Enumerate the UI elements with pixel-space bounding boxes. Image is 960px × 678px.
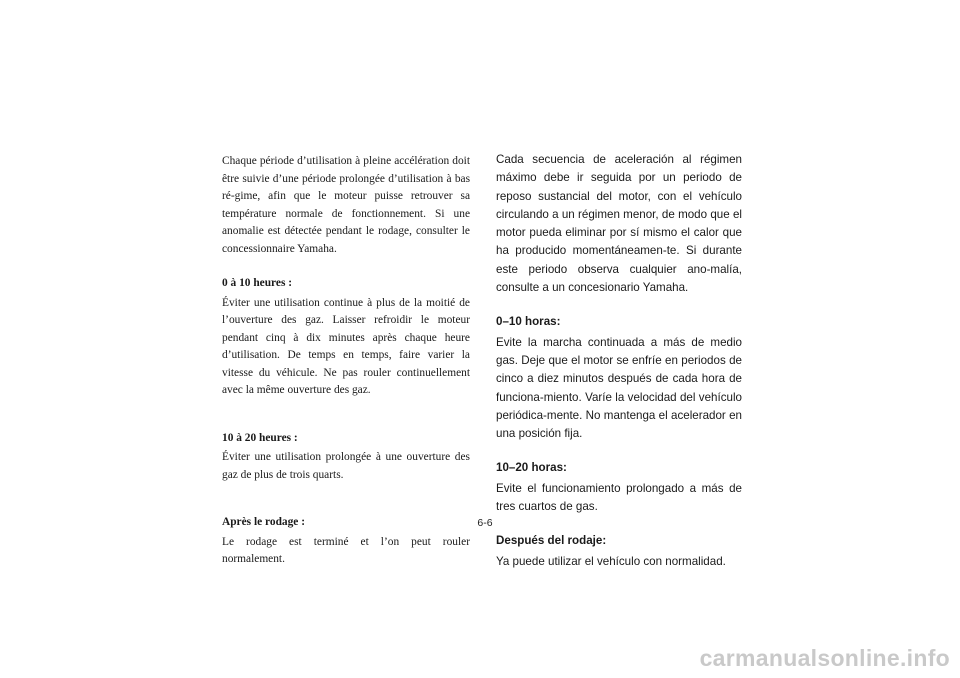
spanish-section-after-text: Ya puede utilizar el vehículo con normalidad.: [496, 554, 726, 568]
spanish-section-10-20-title: 10–20 horas:: [496, 461, 567, 475]
spanish-column: [496, 151, 742, 571]
spanish-intro-paragraph: Cada secuencia de aceleración al régimen máximo debe ir seguida por un periodo de reposo sustancial del motor, con el vehículo circulando a un régimen menor, de modo que el motor pueda eliminar por sí mismo el calor que ha producido momentáneamen-te. Si durante este periodo observa cualquier ano-malía, consulte a un concesionario Yamaha.: [496, 153, 742, 295]
french-column: [222, 153, 470, 569]
french-section-after-text: Le rodage est terminé et l’on peut rouler normalement.: [222, 535, 470, 565]
spanish-section-0-10-text: Evite la marcha continuada a más de medio gas. Deje que el motor se enfríe en periodos de cinco a diez minutos después de cada hora de funciona-miento. Varíe la velocidad del vehículo periódica-mente. No mantenga el acelerador en una posición fija.: [496, 335, 742, 441]
french-section-10-20-text: Éviter une utilisation prolongée à une ouverture des gaz de plus de trois quarts.: [222, 451, 470, 481]
spanish-section-10-20-text: Evite el funcionamiento prolongado a más de tres cuartos de gas.: [496, 481, 742, 514]
spanish-section-after-title: Después del rodaje:: [496, 534, 607, 548]
french-section-10-20-title: 10 à 20 heures :: [222, 431, 298, 444]
watermark-text: carmanualsonline.info: [699, 645, 950, 671]
french-section-after-title: Après le rodage :: [222, 516, 305, 528]
page-number: 6-6: [477, 517, 493, 529]
french-section-0-10-title: 0 à 10 heures :: [222, 277, 293, 289]
spanish-section-0-10-title: 0–10 horas:: [496, 315, 561, 329]
french-intro-paragraph: Chaque période d’utilisation à pleine accélération doit être suivie d’une période prolongée d’utilisation à bas ré-gime, afin que le moteur puisse retrouver sa température normale de fonctionnement. Si une anomalie est détectée pendant le rodage, consulter le concessionnaire Yamaha.: [222, 155, 470, 255]
french-section-0-10-text: Éviter une utilisation continue à plus de la moitié de l’ouverture des gaz. Laisser refroidir le moteur pendant cinq à dix minutes après chaque heure d’utilisation. De temps en temps, faire varier la vitesse du véhicule. Ne pas rouler continuellement avec la même ouverture des gaz.: [222, 296, 470, 396]
